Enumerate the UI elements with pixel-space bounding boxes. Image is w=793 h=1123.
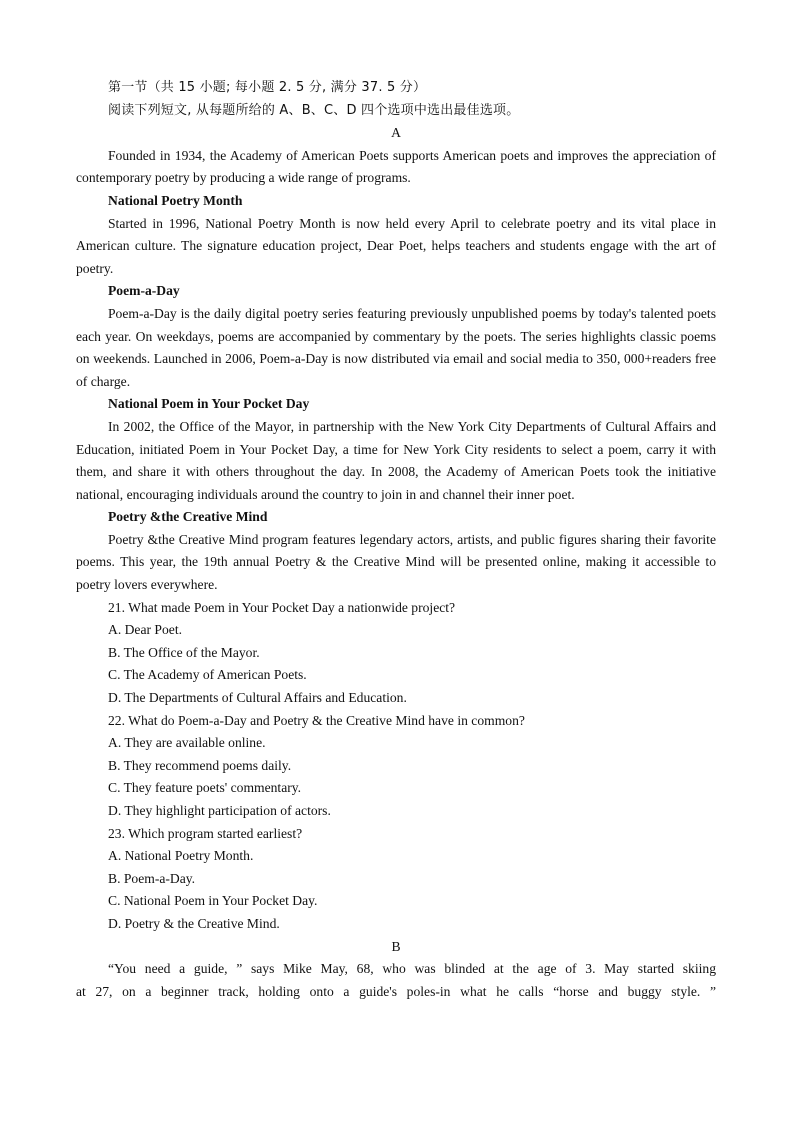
document-page	[76, 77, 716, 1003]
answer-option: C. National Poem in Your Pocket Day.	[108, 893, 318, 909]
section-heading-poem-a-day: Poem-a-Day	[108, 283, 180, 299]
section-heading-poetry-month: National Poetry Month	[108, 192, 243, 208]
question-stem: 21. What made Poem in Your Pocket Day a nationwide project?	[108, 599, 456, 615]
answer-option: D. They highlight participation of actors.	[108, 803, 331, 818]
answer-option: B. They recommend poems daily.	[108, 757, 292, 773]
section-body-pocket-day: In 2002, the Office of the Mayor, in partnership with the New York City Departments of Cultural Affairs and Education, initiated Poem in Your Pocket Day, a time for New York City residents to select a poem, carry it with them, and share it with others throughout the day. In 2008, the Academy of American Poets took the initiative national, encouraging individuals around the country to join in and channel their inner poet.	[76, 418, 716, 502]
answer-option: D. The Departments of Cultural Affairs and Education.	[108, 690, 407, 706]
section-body-poem-a-day: Poem-a-Day is the daily digital poetry series featuring previously unpublished poems by today's talented poets each year. On weekdays, poems are accompanied by commentary by the poets. The series highlights classic poems on weekends. Launched in 2006, Poem-a-Day is now distributed via email and social media to 350, 000+readers free of charge.	[76, 305, 716, 389]
answer-option: C. The Academy of American Poets.	[108, 667, 307, 683]
answer-option: B. The Office of the Mayor.	[108, 644, 260, 660]
section-heading-creative-mind: Poetry &the Creative Mind	[108, 509, 268, 525]
passage-label-b: B	[391, 938, 401, 954]
answer-option: D. Poetry & the Creative Mind.	[108, 915, 280, 931]
answer-option: B. Poem-a-Day.	[108, 870, 196, 886]
answer-option: A. They are available online.	[108, 735, 266, 751]
section-heading-pocket-day: National Poem in Your Pocket Day	[108, 396, 310, 412]
question-stem: 22. What do Poem-a-Day and Poetry & the Creative Mind have in common?	[108, 712, 525, 728]
passage-b-line-1: “You need a guide, ” says Mike May, 68, who was blinded at the age of 3. May started skiing	[108, 961, 716, 977]
question-stem: 23. Which program started earliest?	[108, 825, 303, 841]
passage-label-a: A	[391, 125, 401, 141]
question-22	[76, 710, 716, 823]
instructions: 阅读下列短文, 从每题所给的 A、B、C、D 四个选项中选出最佳选项。	[108, 102, 520, 118]
section-body-creative-mind: Poetry &the Creative Mind program features legendary actors, artists, and public figures sharing their favorite poems. This year, the 19th annual Poetry & the Creative Mind will be presented online, making it accessible to poetry lovers everywhere.	[76, 531, 716, 593]
answer-option: A. National Poetry Month.	[108, 848, 254, 864]
answer-option: A. Dear Poet.	[108, 622, 182, 638]
question-21	[76, 597, 716, 710]
answer-option: C. They feature poets' commentary.	[108, 780, 302, 796]
passage-a-intro: Founded in 1934, the Academy of American Poets supports American poets and improves the appreciation of contemporary poetry by producing a wide range of programs.	[76, 147, 716, 186]
section-heading: 第一节（共 15 小题; 每小题 2. 5 分, 满分 37. 5 分）	[108, 80, 427, 95]
question-23	[76, 823, 716, 936]
passage-b-line-2: at 27, on a beginner track, holding onto a guide's poles-in what he calls “horse and buggy style. ”	[76, 983, 716, 999]
section-body-poetry-month: Started in 1996, National Poetry Month is now held every April to celebrate poetry and its vital place in American culture. The signature education project, Dear Poet, helps teachers and students engage with the art of poetry.	[76, 215, 716, 276]
